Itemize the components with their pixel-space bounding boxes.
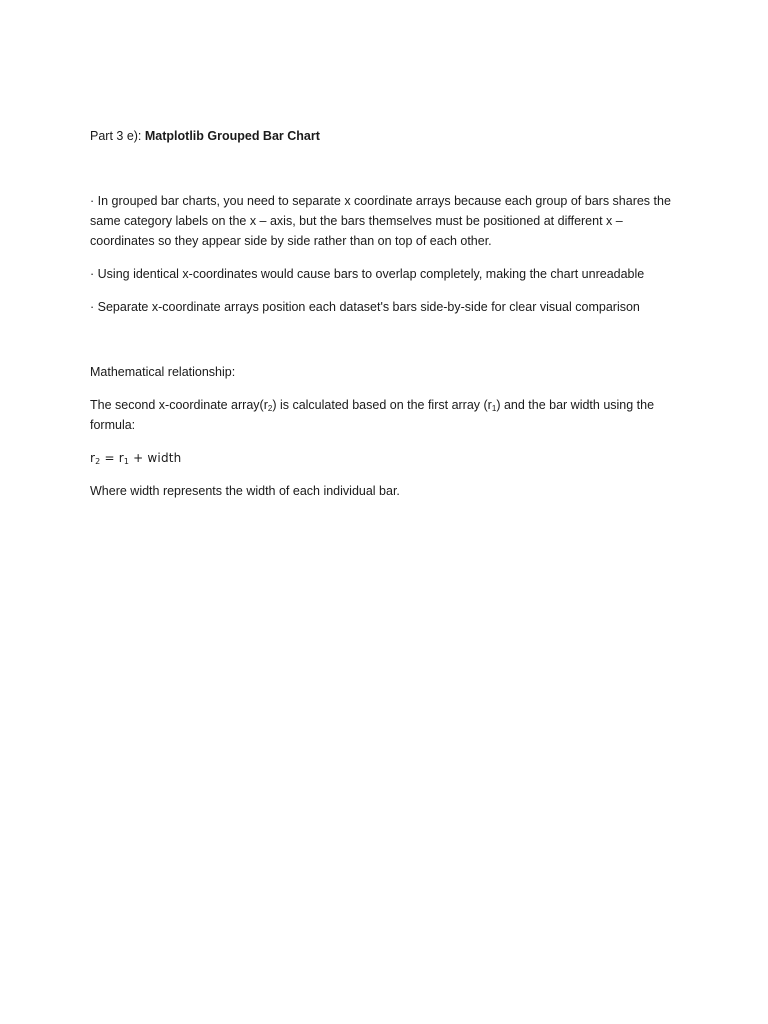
math-paragraph-text-1: The second x-coordinate array(r <box>90 398 268 412</box>
bullet-paragraph-3: · Separate x-coordinate arrays position each dataset's bars side-by-side for clear visual comparison <box>90 300 640 314</box>
document-body <box>90 126 680 501</box>
section-title <box>90 126 680 146</box>
math-heading: Mathematical relationship: <box>90 365 236 379</box>
formula-r2-subscript: 2 <box>95 457 101 466</box>
formula-equals: = <box>104 451 115 465</box>
subscript-2: 2 <box>267 404 273 413</box>
formula-r1: r <box>118 451 124 465</box>
formula-width: width <box>147 451 182 465</box>
math-paragraph <box>90 395 680 435</box>
bullet-paragraph-2: · Using identical x-coordinates would cause bars to overlap completely, making the chart unreadable <box>90 267 645 281</box>
subscript-1: 1 <box>491 404 497 413</box>
closing-sentence: Where width represents the width of each individual bar. <box>90 484 400 498</box>
section-title-prefix: Part 3 e): <box>90 129 145 143</box>
formula-r1-subscript: 1 <box>123 457 130 466</box>
bullet-paragraph-1: · In grouped bar charts, you need to separate x coordinate arrays because each group of bars shares the same category labels on the x – axis, but the bars themselves must be positioned at different x – coordinates so they appear side by side rather than on top of each other. <box>90 194 671 248</box>
math-paragraph-text-3: ) and the bar width using the formula: <box>90 398 655 432</box>
math-paragraph-text-2: ) is calculated based on the first array (r <box>272 398 492 412</box>
section-title-bold: Matplotlib Grouped Bar Chart <box>144 129 320 143</box>
formula-plus: + <box>133 451 144 465</box>
formula-r2: r <box>90 451 96 465</box>
formula <box>90 448 680 468</box>
